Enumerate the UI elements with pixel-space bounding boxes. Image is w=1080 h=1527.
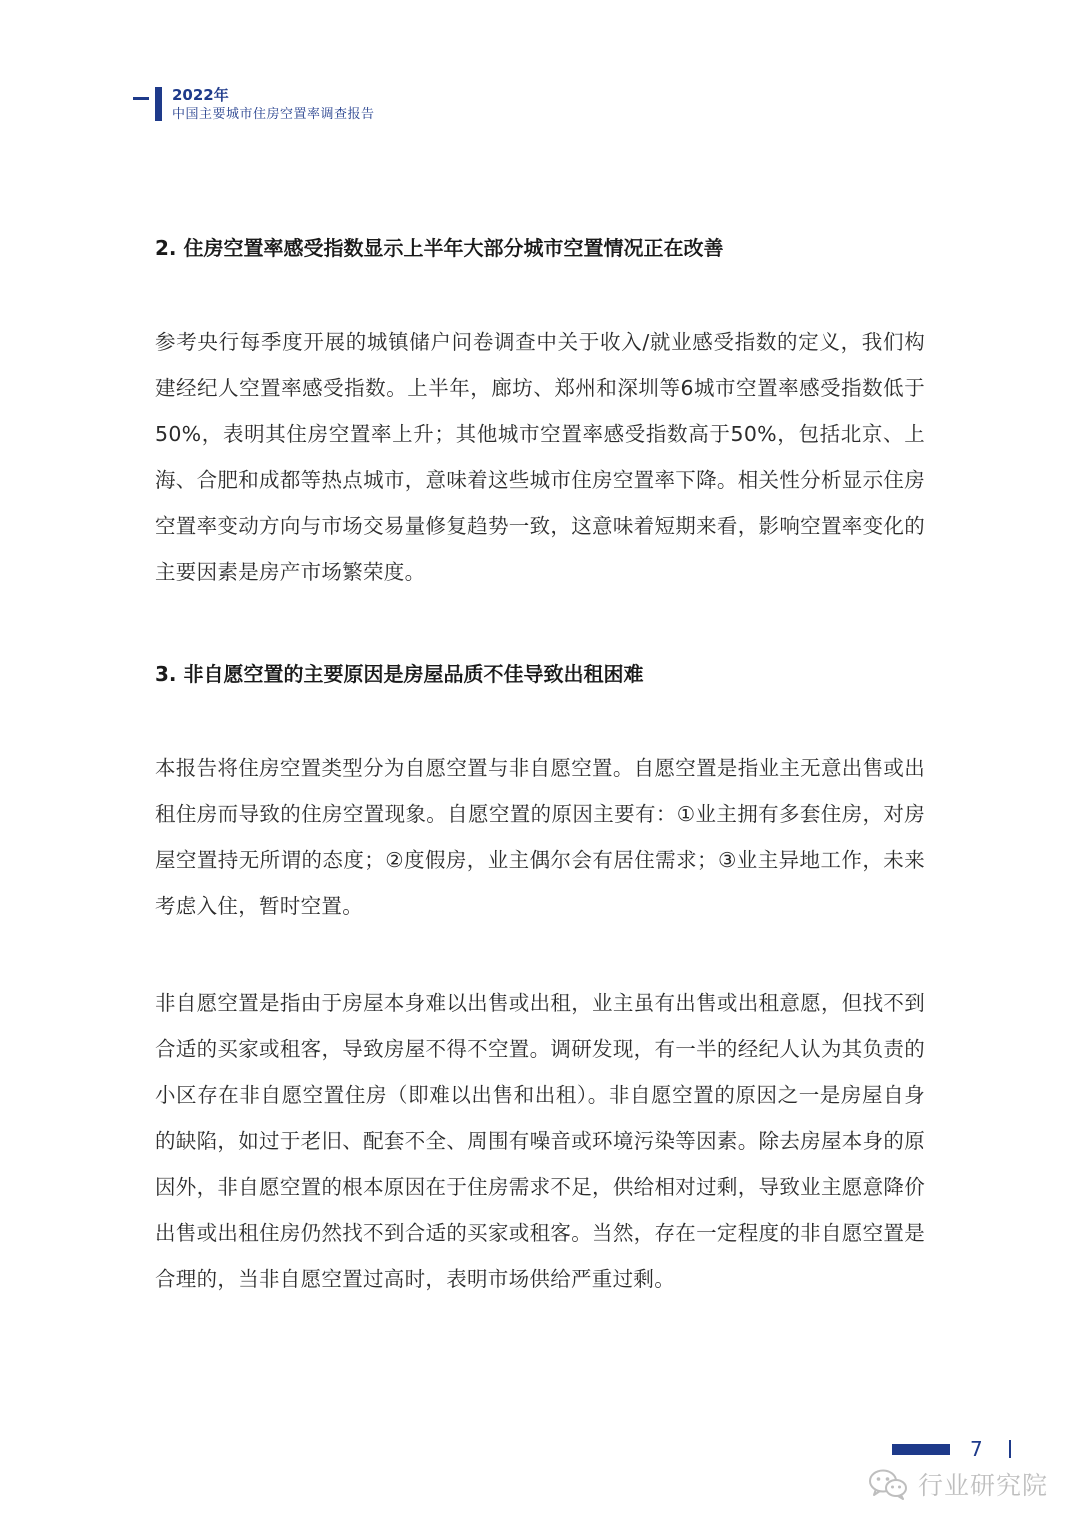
section-title-3: 3. 非自愿空置的主要原因是房屋品质不佳导致出租困难 <box>155 662 644 686</box>
header-accent-bar <box>155 87 162 121</box>
section-3-paragraph-1: 本报告将住房空置类型分为自愿空置与非自愿空置。自愿空置是指业主无意出售或出租住房而导致的住房空置现象。自愿空置的原因主要有：①业主拥有多套住房，对房屋空置持无所谓的态度；②度假房，业主偶尔会有居住需求；③业主异地工作，未来考虑入住，暂时空置。 <box>155 756 925 918</box>
page-number: 7 <box>970 1437 983 1461</box>
footer-accent-bar <box>892 1444 950 1455</box>
section-3-paragraph-2: 非自愿空置是指由于房屋本身难以出售或出租，业主虽有出售或出租意愿，但找不到合适的买家或租客，导致房屋不得不空置。调研发现，有一半的经纪人认为其负责的小区存在非自愿空置住房（即难以出售和出租）。非自愿空置的原因之一是房屋自身的缺陷，如过于老旧、配套不全、周围有噪音或环境污染等因素。除去房屋本身的原因外，非自愿空置的根本原因在于住房需求不足，供给相对过剩，导致业主愿意降价出售或出租住房仍然找不到合适的买家或租客。当然，存在一定程度的非自愿空置是合理的，当非自愿空置过高时，表明市场供给严重过剩。 <box>155 991 925 1291</box>
watermark-text: 行业研究院 <box>918 1471 1049 1500</box>
header-report-title: 中国主要城市住房空置率调查报告 <box>172 107 375 122</box>
page-number-separator <box>1009 1440 1011 1458</box>
watermark <box>868 1466 1048 1502</box>
header-dash-line <box>133 97 149 100</box>
header-year: 2022年 <box>172 86 229 104</box>
section-2-paragraph: 参考央行每季度开展的城镇储户问卷调查中关于收入/就业感受指数的定义，我们构建经纪人空置率感受指数。上半年，廊坊、郑州和深圳等6城市空置率感受指数低于50%，表明其住房空置率上升；其他城市空置率感受指数高于50%，包括北京、上海、合肥和成都等热点城市，意味着这些城市住房空置率下降。相关性分析显示住房空置率变动方向与市场交易量修复趋势一致，这意味着短期来看，影响空置率变化的主要因素是房产市场繁荣度。 <box>155 330 925 584</box>
wechat-icon <box>868 1468 908 1500</box>
section-title-2: 2. 住房空置率感受指数显示上半年大部分城市空置情况正在改善 <box>155 236 724 260</box>
